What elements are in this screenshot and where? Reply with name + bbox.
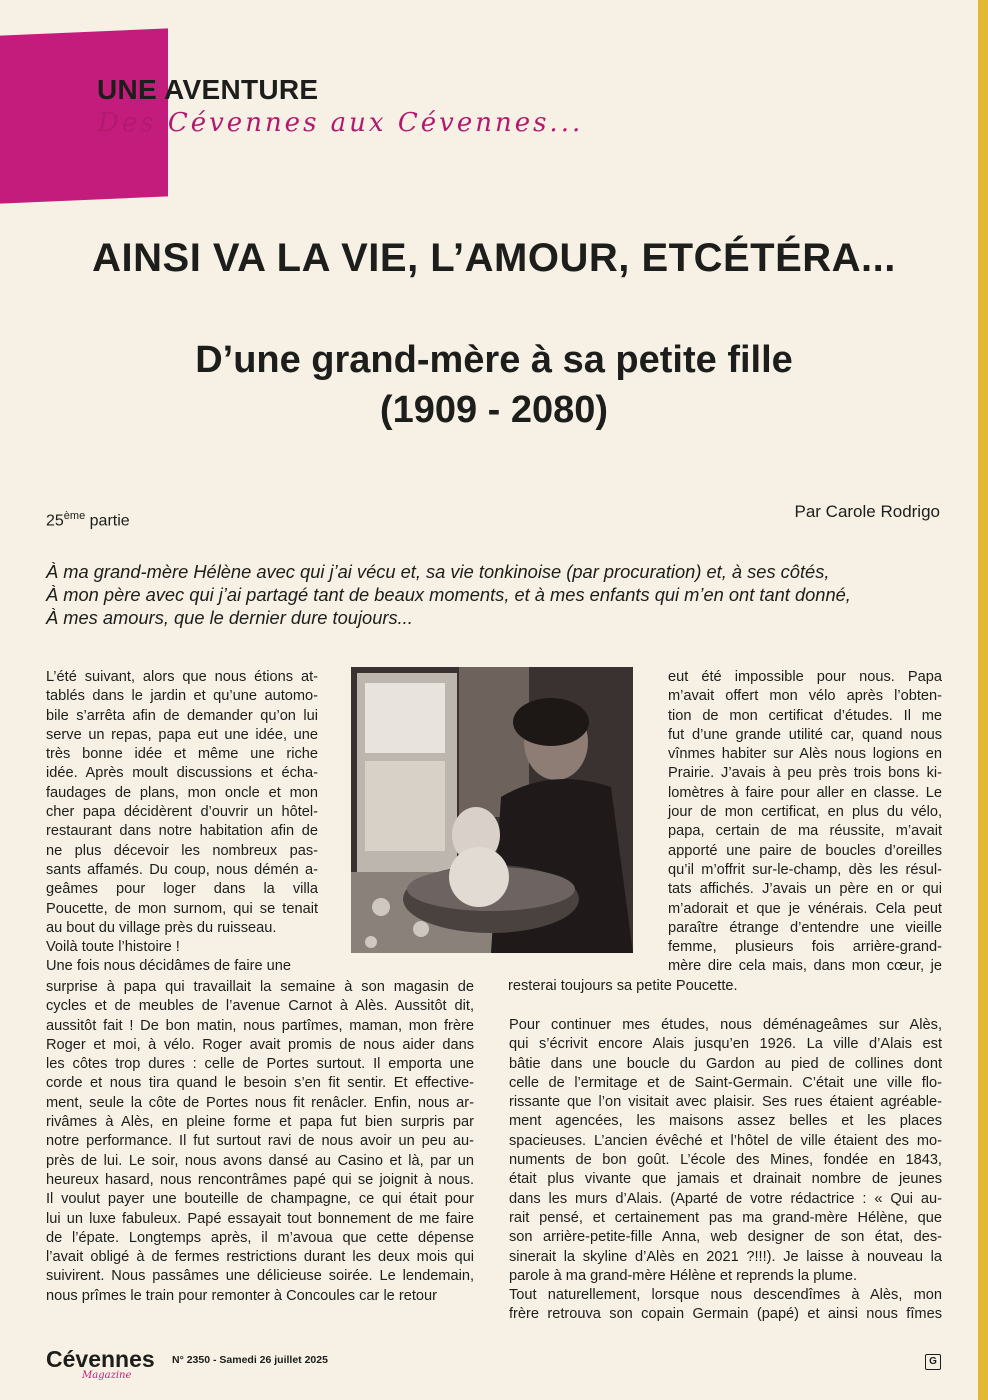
body-text-line: lomètres à faire pour aller en classe. Le — [668, 784, 942, 801]
body-text-line: L’été suivant, alors que nous étions at- — [46, 669, 318, 685]
photo-illustration — [351, 667, 633, 953]
magazine-logo-subtitle: Magazine — [82, 1370, 132, 1381]
body-text-line: m’avait offert mon vélo après l’obten- — [668, 688, 942, 705]
body-text-line: numents de bon goût. L’école des Mines, fondée en 1843, — [509, 1152, 942, 1169]
article-title: AINSI VA LA VIE, L’AMOUR, ETCÉTÉRA... — [92, 236, 896, 280]
body-text-line: jour de mon certificat, en plus du vélo, — [668, 804, 942, 821]
body-text-line: faudages de plans, mon oncle et mon — [46, 784, 318, 801]
body-text-line: apporté une paire de boucles d’oreilles — [668, 842, 942, 859]
dedication-line: À ma grand-mère Hélène avec qui j’ai vécu et, sa vie tonkinoise (par procuration) et, à ses côtés, — [46, 561, 830, 582]
body-text-line: ne plus décevoir les nombreux pas- — [46, 842, 318, 859]
page-mark: G — [925, 1354, 941, 1370]
body-column-left — [46, 668, 318, 977]
body-text-line: l’avait obligé à de fermes restrictions durant les deux mois qui — [46, 1249, 474, 1266]
body-text-line: aussitôt fait ! De bon matin, nous partîmes, maman, mon frère — [46, 1017, 474, 1034]
body-text-line: Voilà toute l’histoire ! — [46, 939, 180, 956]
body-column-bottom-right — [509, 1016, 942, 1325]
body-text-line: les côtes trop dures : celle de Portes surtout. Il emporta une — [46, 1056, 474, 1073]
body-text-line: parole à ma grand-mère Hélène et reprends la plume. — [509, 1267, 858, 1284]
author-byline: Par Carole Rodrigo — [794, 502, 940, 521]
body-text-line: Tout naturellement, lorsque nous descendîmes à Alès, mon — [509, 1287, 942, 1304]
body-text-line: geâmes pour loger dans la villa — [46, 881, 318, 898]
body-text-line: Poucette, de mon surnom, qui se tenait — [46, 900, 318, 917]
body-text-line: au bout du village près du ruisseau. — [46, 919, 277, 936]
body-text-line: paraître étrange d’entendre une vieille — [668, 919, 942, 936]
section-kicker-subtitle: Des Cévennes aux Cévennes... — [98, 108, 584, 138]
body-text-line: mère dire cela mais, dans mon cœur, je — [668, 958, 942, 975]
body-text-line: surprise à papa qui travaillait la semaine à son magasin de — [46, 979, 474, 995]
body-text-line: corde et nous tira quand le besoin s’en fit sentir. Et effective- — [46, 1075, 474, 1092]
body-text-line: tats affichés. J’avais un père en or qui — [668, 881, 942, 898]
body-text-line: m’adorait et que je vénérais. Cela peut — [668, 900, 942, 917]
body-text-line: Roger et moi, à vélo. Roger avait promis de nous aider dans — [46, 1036, 474, 1053]
part-suffix: ème — [63, 510, 86, 522]
body-text-line: dans les murs d’Alais. (Aparté de votre rédactrice : « Qui au- — [509, 1190, 942, 1207]
section-kicker: UNE AVENTURE — [97, 74, 319, 105]
body-text-line: fut d’une grande utilité car, quand nous — [668, 726, 942, 743]
body-text-line: Prairie. J’avais à peu près trois bons ki- — [668, 765, 942, 782]
body-text-line: de l’épate. Longtemps après, il m’avoua que cette dépense — [46, 1229, 474, 1246]
body-text-line: heureux hasard, nous rencontrâmes papé qui se joignit à nous. — [46, 1171, 474, 1188]
body-text-line: bâtie dans une boucle du Gardon au pied de collines dont — [509, 1055, 942, 1072]
article-subtitle — [0, 335, 988, 435]
body-text-line: sants affamés. Du coup, nous démén a- — [46, 861, 318, 878]
body-text-line: était plus vivante que jamais et drainait nombre de jeunes — [509, 1171, 942, 1188]
body-column-right — [508, 668, 942, 996]
dedication — [46, 560, 946, 629]
body-text-line: papa, certain de ma réussite, m’avait — [668, 823, 942, 840]
body-text-line: nous prîmes le train pour remonter à Concoules car le retour — [46, 1287, 437, 1304]
subtitle-line-2: (1909 - 2080) — [379, 389, 609, 431]
part-number: 25 — [46, 512, 64, 530]
body-column-bottom-left — [46, 978, 474, 1306]
body-text-line: eut été impossible pour nous. Papa — [668, 669, 942, 685]
body-text-line: son arrière-petite-fille Anna, web designer de son état, des- — [509, 1229, 942, 1246]
dedication-line: À mon père avec qui j’ai partagé tant de beaux moments, et à mes enfants qui m’en ont tant donné, — [46, 584, 851, 605]
article-photo — [351, 667, 633, 953]
body-text-line: très bonne idée et même une riche — [46, 746, 318, 763]
body-text-line: resterai toujours sa petite Poucette. — [508, 977, 738, 994]
magazine-logo: Cévennes — [46, 1346, 155, 1372]
body-text-line: sinerait la skyline d’Alès en 2021 ?!!!). Je laisse à nouveau la — [509, 1248, 942, 1265]
body-text-line: rait pensé, et certainement pas ma grand-mère Hélène, que — [509, 1209, 942, 1226]
body-text-line: rissante que l’on visitait avec plaisir. Ses rues étaient agréable- — [509, 1094, 942, 1111]
body-text-line: qui s’écrivit encore Alais jusqu’en 1926. La ville d’Alais est — [509, 1036, 942, 1053]
part-label — [46, 510, 130, 530]
body-text-line: qu’il m’offrit sur-le-champ, dès les résul- — [668, 861, 942, 878]
body-text-line: bile s’arrêta afin de demander qu’on lui — [46, 707, 318, 724]
body-text-line: près de lui. Le soir, nous avons dansé au Casino et là, par un — [46, 1152, 474, 1169]
issue-info: N° 2350 - Samedi 26 juillet 2025 — [172, 1354, 328, 1366]
body-text-line: spacieuses. L’ancien évêché et l’hôtel de ville étaient des mo- — [509, 1132, 942, 1149]
body-text-line: ment, seule la côte de Portes nous fit renâcler. Enfin, nous ar- — [46, 1094, 474, 1111]
body-text-line: Une fois nous décidâmes de faire une — [46, 958, 292, 975]
dedication-line: À mes amours, que le dernier dure toujours... — [46, 607, 413, 628]
body-text-line: ment agencées, les maisons assez belles et les places — [509, 1113, 942, 1130]
body-text-line: cher papa décidèrent d’ouvrir un hôtel- — [46, 804, 318, 821]
body-text-line: cycles et de meubles de l’avenue Carnot à Alès. Aussitôt dit, — [46, 998, 474, 1015]
body-text-line: suivirent. Nous passâmes une délicieuse soirée. Le lendemain, — [46, 1268, 474, 1285]
body-text-line: celle de l’ermitage et de Saint-Germain. C’était une ville flo- — [509, 1074, 942, 1091]
body-text-line: lui un luxe fabuleux. Papé essayait tout bonnement de me faire — [46, 1210, 474, 1227]
body-text-line: Pour continuer mes études, nous déménageâmes sur Alès, — [509, 1017, 942, 1033]
body-text-line: rivâmes à Alès, en pleine forme et papa fut bien surpris par — [46, 1114, 474, 1131]
body-text-line: frère retrouva son copain Germain (papé) et ainsi nous fîmes — [509, 1306, 942, 1323]
gold-edge-strip — [978, 0, 988, 1400]
body-text-line: Il voulut payer une bouteille de champagne, ce qui était pour — [46, 1191, 474, 1208]
body-text-line: femme, plusieurs fois arrière-grand- — [668, 939, 942, 956]
body-text-line: vînmes habiter sur Alès nous logions en — [668, 746, 942, 763]
body-text-line: restaurant dans notre habitation afin de — [46, 823, 318, 840]
body-text-line: tion de mon certificat d’études. Il me — [668, 707, 942, 724]
subtitle-line-1: D’une grand-mère à sa petite fille — [195, 339, 793, 381]
part-text: partie — [85, 512, 130, 530]
body-text-line: notre performance. Il fut surtout ravi de nous avoir un peu au- — [46, 1133, 474, 1150]
body-text-line: idée. Après moult discussions et écha- — [46, 765, 318, 782]
body-text-line: tablés dans le jardin et qu’une automo- — [46, 688, 318, 705]
body-text-line: serve un repas, papa eut une idée, une — [46, 726, 318, 743]
